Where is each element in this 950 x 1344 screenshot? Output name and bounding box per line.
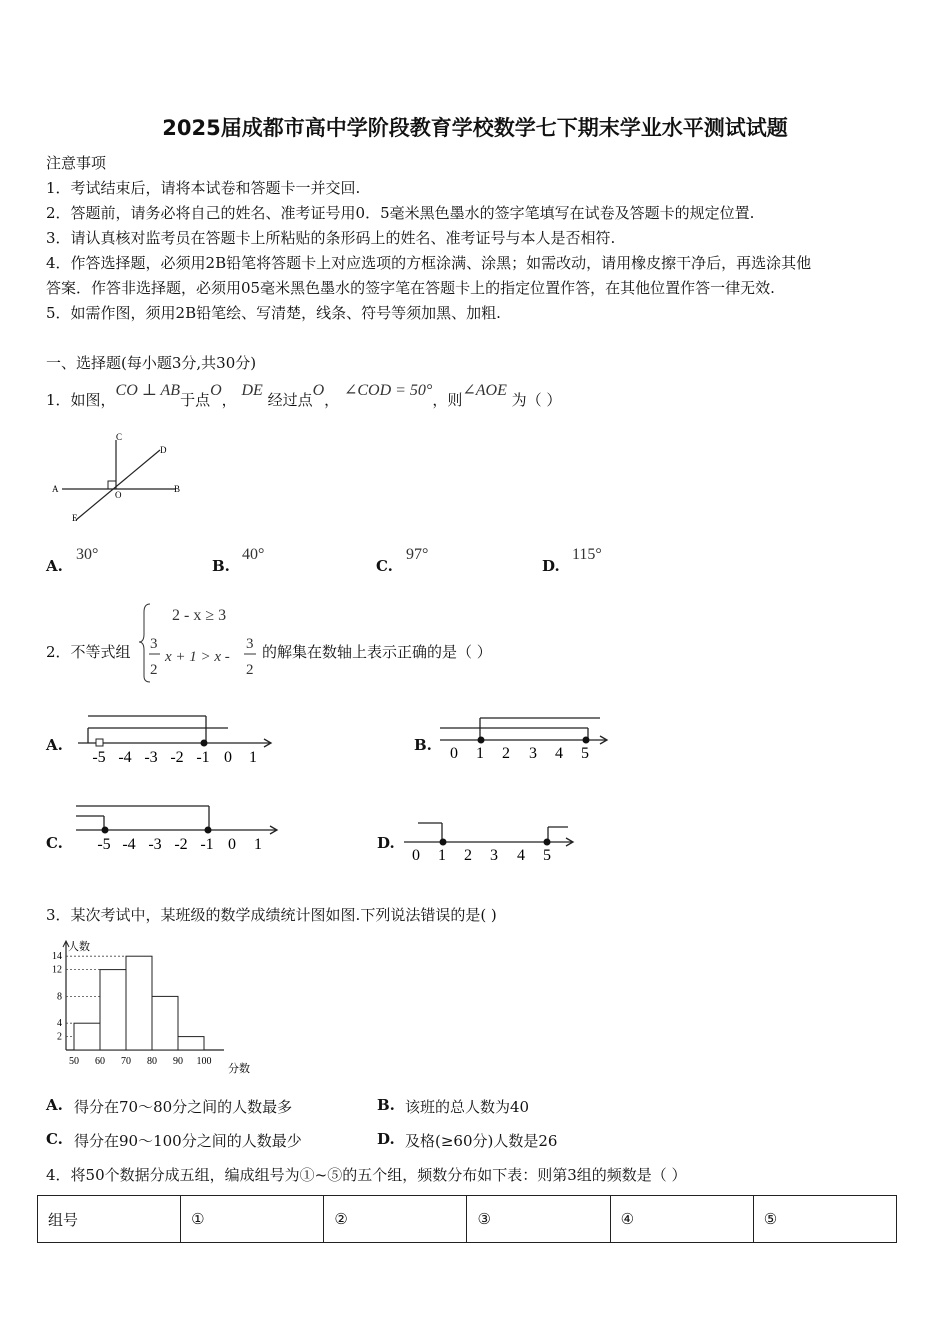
histogram-bar (152, 996, 178, 1050)
x-tick-label: 90 (173, 1056, 183, 1067)
svg-text:3: 3 (529, 745, 537, 762)
q1-text: 经过点 (267, 391, 313, 409)
svg-text:1: 1 (249, 749, 257, 766)
q1-option-a-letter: A. (46, 557, 63, 575)
table-cell: ⑤ (753, 1196, 896, 1243)
svg-text:4: 4 (517, 847, 525, 864)
x-tick-label: 80 (147, 1056, 157, 1067)
q1-text: 为（ ） (511, 391, 562, 409)
svg-text:5: 5 (581, 745, 589, 762)
q1-math: DE (241, 382, 263, 399)
q1-option-c-letter: C. (376, 557, 393, 575)
tick-labels (97, 836, 262, 853)
notice-item: 3．请认真核对监考员在答题卡上所粘贴的条形码上的姓名、准考证号与本人是否相符. (46, 229, 616, 247)
x-tick-label: 100 (196, 1056, 212, 1067)
q1-option-b-letter: B. (212, 557, 230, 575)
svg-text:1: 1 (254, 836, 262, 853)
table-cell: ① (181, 1196, 324, 1243)
q1-text: ， (221, 391, 237, 409)
svg-text:-3: -3 (148, 836, 162, 853)
q2-option-a-numberline (78, 708, 278, 768)
y-tick-label: 4 (57, 1018, 62, 1030)
y-axis-label: 人数 (68, 941, 90, 953)
frac2-den: 2 (246, 662, 254, 678)
table-cell: 组号 (38, 1196, 181, 1243)
q3-option-d-text: 及格(≥60分)人数是26 (405, 1132, 558, 1150)
q1-option-b-value: 40° (242, 546, 265, 563)
q3-option-a-letter: A. (46, 1096, 63, 1114)
svg-text:-3: -3 (144, 749, 158, 766)
svg-text:-1: -1 (196, 749, 210, 766)
svg-text:-2: -2 (170, 749, 184, 766)
tick-labels (92, 749, 257, 766)
frac-den: 2 (150, 662, 158, 678)
svg-text:-4: -4 (118, 749, 132, 766)
x-axis-label: 分数 (228, 1063, 250, 1075)
notice-heading: 注意事项 (46, 154, 107, 172)
ineq-1: 2 - x ≥ 3 (172, 607, 227, 624)
q3-histogram (44, 938, 274, 1078)
y-tick-label: 2 (57, 1031, 62, 1043)
q1-math: ∠AOE (462, 382, 507, 399)
label-c: C (116, 432, 123, 442)
x-tick-label: 70 (121, 1056, 131, 1067)
q2-option-c-letter: C. (46, 834, 63, 852)
svg-text:-2: -2 (174, 836, 188, 853)
label-d: D (160, 445, 167, 455)
svg-text:4: 4 (555, 745, 563, 762)
label-o: O (115, 490, 122, 500)
q1-text: ，则 (432, 391, 463, 409)
label-e: E (72, 513, 78, 523)
notice-item: 2．答题前，请务必将自己的姓名、准考证号用0．5毫米黑色墨水的签字笔填写在试卷及答题卡的规定位置. (46, 204, 755, 222)
svg-text:0: 0 (412, 847, 420, 864)
q1-math: ∠COD = 50° (343, 382, 433, 399)
svg-text:1: 1 (476, 745, 484, 762)
x-tick-label: 50 (69, 1056, 79, 1067)
q2-inequality-system (138, 598, 268, 686)
q3-option-c-letter: C. (46, 1130, 63, 1148)
q1-figure (46, 428, 196, 528)
svg-text:-4: -4 (122, 836, 136, 853)
svg-text:0: 0 (450, 745, 458, 762)
histogram-bar (126, 956, 152, 1050)
q3-option-b-text: 该班的总人数为40 (405, 1098, 530, 1116)
q1-option-d-letter: D. (542, 557, 560, 575)
q1-math: O (312, 382, 325, 399)
q1-text: ， (324, 391, 340, 409)
table-cell: ④ (610, 1196, 753, 1243)
q2-tail: 的解集在数轴上表示正确的是（ ） (262, 643, 492, 661)
table-cell: ③ (467, 1196, 610, 1243)
q1-option-d-value: 115° (572, 546, 602, 563)
q4-frequency-table (37, 1195, 897, 1243)
y-tick-label: 14 (52, 951, 62, 963)
page-title: 2025届成都市高中学阶段教育学校数学七下期末学业水平测试试题 (162, 116, 788, 140)
q3-option-d-letter: D. (377, 1130, 395, 1148)
q1-math: O (210, 382, 222, 399)
frac2-num: 3 (246, 636, 254, 652)
svg-text:-5: -5 (92, 749, 106, 766)
svg-text:-1: -1 (200, 836, 214, 853)
svg-text:1: 1 (438, 847, 446, 864)
svg-text:-5: -5 (97, 836, 111, 853)
q2-option-d-numberline (400, 815, 590, 865)
q1-option-a-value: 30° (76, 546, 99, 563)
q1-math: CO ⊥ AB (115, 382, 181, 399)
y-tick-label: 8 (57, 991, 62, 1003)
table-cell: ② (324, 1196, 467, 1243)
tick-labels (412, 847, 551, 864)
section-heading: 一、选择题(每小题3分,共30分) (46, 354, 257, 372)
q1-option-c-value: 97° (406, 546, 429, 563)
notice-item: 答案．作答非选择题，必须用05毫米黑色墨水的签字笔在答题卡上的指定位置作答，在其他位置作答一律无效. (46, 279, 775, 297)
notice-item: 1．考试结束后，请将本试卷和答题卡一并交回. (46, 179, 361, 197)
q3-text: 3．某次考试中，某班级的数学成绩统计图如图.下列说法错误的是( ) (46, 906, 497, 924)
q3-option-a-text: 得分在70～80分之间的人数最多 (74, 1098, 293, 1116)
q4-text: 4．将50个数据分成五组，编成组号为①~⑤的五个组，频数分布如下表：则第3组的频数是（ ） (46, 1166, 687, 1184)
q2-option-d-letter: D. (377, 834, 395, 852)
q1-text: 于点 (180, 391, 211, 409)
label-b: B (174, 484, 181, 494)
y-tick-label: 12 (52, 964, 62, 976)
q2-option-b-numberline (438, 710, 618, 765)
histogram-bar (100, 970, 126, 1050)
table-row (38, 1196, 897, 1243)
svg-text:2: 2 (502, 745, 510, 762)
tick-labels (450, 745, 589, 762)
q2-option-c-numberline (74, 798, 284, 858)
q3-option-b-letter: B. (377, 1096, 395, 1114)
notice-item: 5．如需作图，须用2B铅笔绘、写清楚，线条、符号等须加黑、加粗. (46, 304, 501, 322)
label-a: A (52, 484, 59, 494)
q2-option-b-letter: B. (414, 736, 432, 754)
svg-text:0: 0 (228, 836, 236, 853)
q1-number: 1．如图， (46, 391, 116, 409)
notice-item: 4．作答选择题，必须用2B铅笔将答题卡上对应选项的方框涂满、涂黑；如需改动，请用橡皮擦干净后，再选涂其他 (46, 254, 812, 272)
q3-option-c-text: 得分在90～100分之间的人数最少 (74, 1132, 302, 1150)
svg-text:2: 2 (464, 847, 472, 864)
q2-option-a-letter: A. (46, 736, 63, 754)
q2-number: 2．不等式组 (46, 643, 131, 661)
svg-text:0: 0 (224, 749, 232, 766)
histogram-bar (74, 1023, 100, 1050)
frac-num: 3 (150, 636, 158, 652)
question-1-stem (46, 379, 561, 409)
histogram-bar (178, 1037, 204, 1050)
svg-text:5: 5 (543, 847, 551, 864)
ineq-2: x + 1 > x - (165, 649, 230, 665)
svg-text:3: 3 (490, 847, 498, 864)
x-tick-label: 60 (95, 1056, 105, 1067)
